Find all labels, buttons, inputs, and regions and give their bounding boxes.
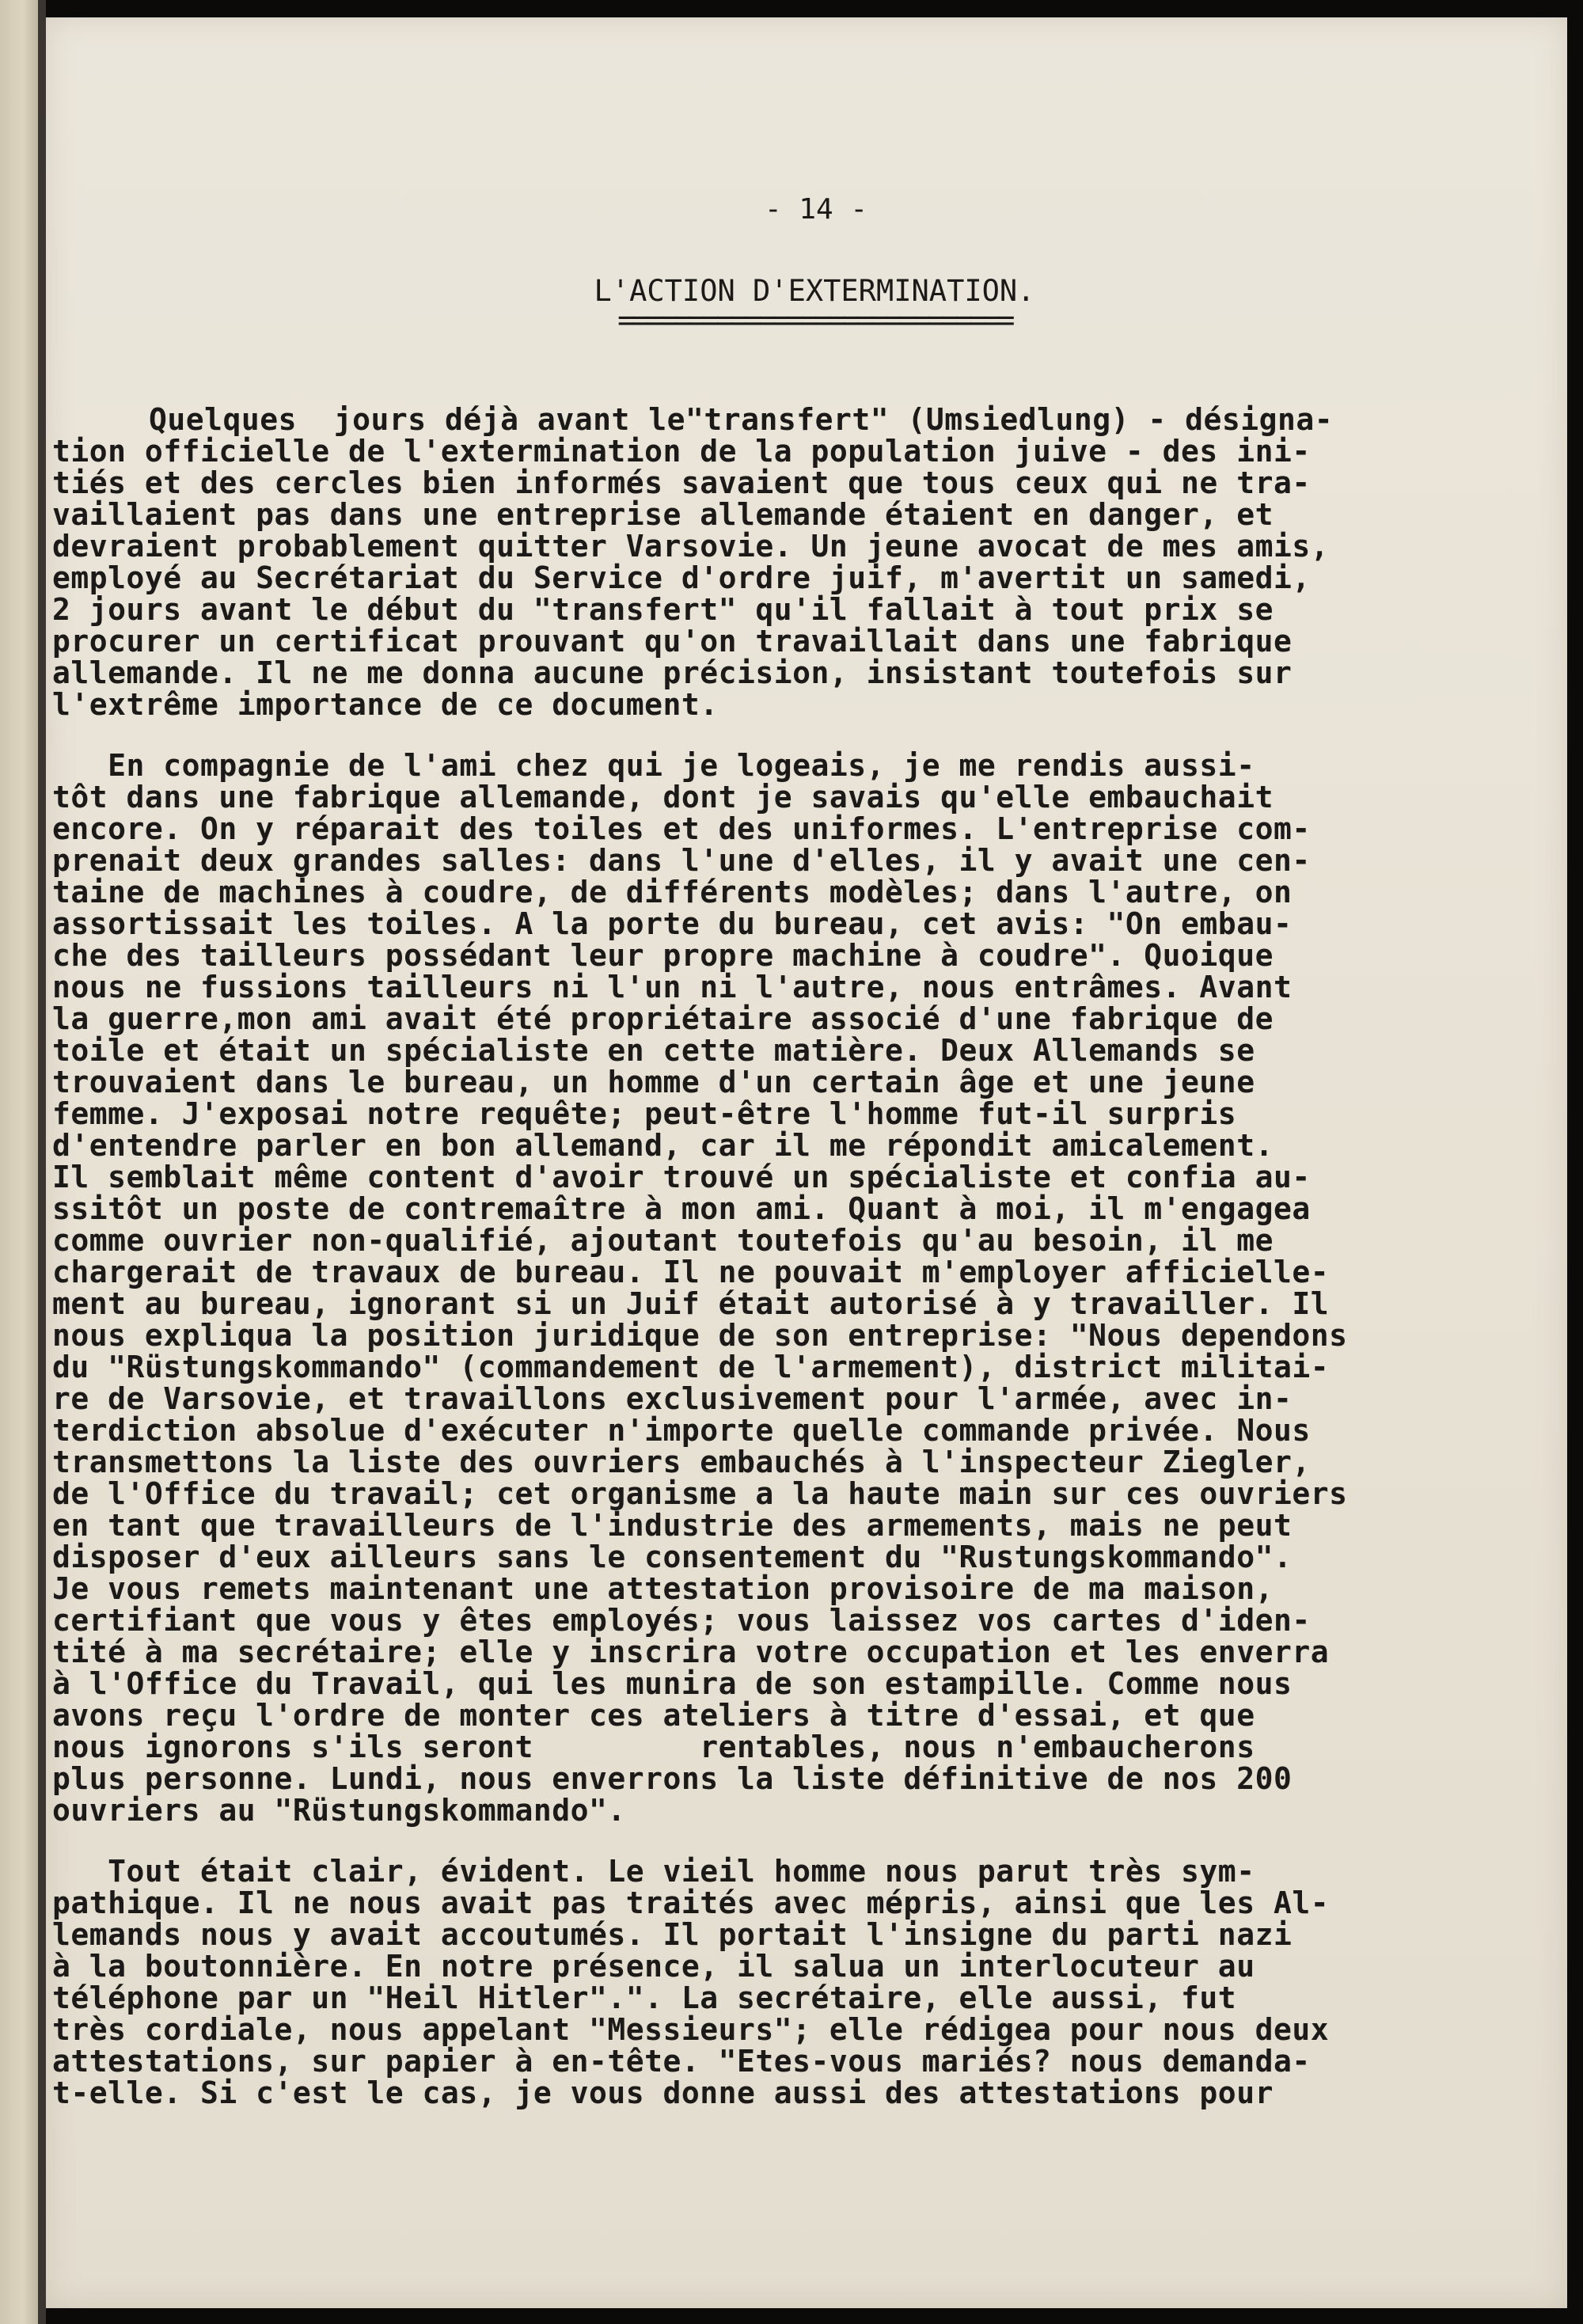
text-line: chargerait de travaux de bureau. Il ne pouvait m'employer afficielle- xyxy=(52,1255,1330,1289)
text-line: l'extrême importance de ce document. xyxy=(52,687,719,722)
text-line: certifiant que vous y êtes employés; vous laissez vos cartes d'iden- xyxy=(52,1603,1311,1638)
text-line: téléphone par un "Heil Hitler".". La secrétaire, elle aussi, fut xyxy=(52,1980,1237,2015)
document-page xyxy=(46,17,1567,2308)
text-line: tité à ma secrétaire; elle y inscrira votre occupation et les enverra xyxy=(52,1635,1330,1669)
text-line: attestations, sur papier à en-tête. "Etes-vous mariés? nous demanda- xyxy=(52,2044,1311,2079)
text-line: Il semblait même content d'avoir trouvé un spécialiste et confia au- xyxy=(52,1160,1311,1194)
binding-gutter xyxy=(38,0,46,2324)
text-line: employé au Secrétariat du Service d'ordre juif, m'avertit un samedi, xyxy=(52,560,1311,595)
text-line: ment au bureau, ignorant si un Juif était autorisé à y travailler. Il xyxy=(52,1286,1330,1321)
text-line: à la boutonnière. En notre présence, il salua un interlocuteur au xyxy=(52,1949,1255,1984)
text-line: avons reçu l'ordre de monter ces ateliers à titre d'essai, et que xyxy=(52,1698,1255,1733)
text-line: ssitôt un poste de contremaître à mon ami. Quant à moi, il m'engagea xyxy=(52,1191,1311,1226)
text-line: pathique. Il ne nous avait pas traités avec mépris, ainsi que les Al- xyxy=(52,1885,1330,1920)
text-line: Tout était clair, évident. Le vieil homme nous parut très sym- xyxy=(52,1854,1255,1889)
text-line: Quelques jours déjà avant le"transfert" (Umsiedlung) - désigna- xyxy=(149,402,1334,437)
text-line: vaillaient pas dans une entreprise allemande étaient en danger, et xyxy=(52,497,1274,532)
text-line: en tant que travailleurs de l'industrie des armements, mais ne peut xyxy=(52,1508,1293,1543)
text-line: Je vous remets maintenant une attestation provisoire de ma maison, xyxy=(52,1571,1274,1606)
page-number: - 14 - xyxy=(764,193,868,226)
text-line: disposer d'eux ailleurs sans le consentement du "Rustungskommando". xyxy=(52,1540,1293,1574)
text-line: plus personne. Lundi, nous enverrons la liste définitive de nos 200 xyxy=(52,1761,1293,1796)
text-line: comme ouvrier non-qualifié, ajoutant toutefois qu'au besoin, il me xyxy=(52,1223,1274,1258)
text-line: ouvriers au "Rüstungskommando". xyxy=(52,1793,626,1828)
text-line: prenait deux grandes salles: dans l'une d'elles, il y avait une cen- xyxy=(52,843,1311,878)
text-line: à l'Office du Travail, qui les munira de son estampille. Comme nous xyxy=(52,1666,1293,1701)
text-line: encore. On y réparait des toiles et des uniformes. L'entreprise com- xyxy=(52,811,1311,846)
text-line: allemande. Il ne me donna aucune précision, insistant toutefois sur xyxy=(52,655,1293,690)
text-line: 2 jours avant le début du "transfert" qu'il fallait à tout prix se xyxy=(52,592,1274,627)
text-line: nous ne fussions tailleurs ni l'un ni l'autre, nous entrâmes. Avant xyxy=(52,970,1293,1004)
text-line: trouvaient dans le bureau, un homme d'un certain âge et une jeune xyxy=(52,1065,1255,1099)
text-line: la guerre,mon ami avait été propriétaire associé d'une fabrique de xyxy=(52,1001,1274,1036)
text-line: re de Varsovie, et travaillons exclusivement pour l'armée, avec in- xyxy=(52,1381,1293,1416)
text-line: transmettons la liste des ouvriers embauchés à l'inspecteur Ziegler, xyxy=(52,1445,1311,1479)
text-line: assortissait les toiles. A la porte du bureau, cet avis: "On embau- xyxy=(52,906,1293,941)
text-line: d'entendre parler en bon allemand, car il me répondit amicalement. xyxy=(52,1128,1274,1163)
title-underline: ============================ xyxy=(617,303,1012,337)
text-line: tôt dans une fabrique allemande, dont je savais qu'elle embauchait xyxy=(52,780,1274,815)
text-line: t-elle. Si c'est le cas, je vous donne aussi des attestations pour xyxy=(52,2075,1274,2110)
text-line: de l'Office du travail; cet organisme a la haute main sur ces ouvriers xyxy=(52,1476,1348,1511)
text-line: toile et était un spécialiste en cette matière. Deux Allemands se xyxy=(52,1033,1255,1068)
text-line: femme. J'exposai notre requête; peut-être l'homme fut-il surpris xyxy=(52,1096,1237,1131)
text-line: terdiction absolue d'exécuter n'importe quelle commande privée. Nous xyxy=(52,1413,1311,1448)
text-line: taine de machines à coudre, de différents modèles; dans l'autre, on xyxy=(52,875,1293,909)
text-line: nous ignorons s'ils seront rentables, nous n'embaucherons xyxy=(52,1730,1255,1764)
text-line: lemands nous y avait accoutumés. Il portait l'insigne du parti nazi xyxy=(52,1917,1293,1952)
text-line: procurer un certificat prouvant qu'on travaillait dans une fabrique xyxy=(52,624,1293,659)
text-line: tiés et des cercles bien informés savaient que tous ceux qui ne tra- xyxy=(52,465,1311,500)
text-line: che des tailleurs possédant leur propre machine à coudre". Quoique xyxy=(52,938,1274,973)
text-line: En compagnie de l'ami chez qui je logeais, je me rendis aussi- xyxy=(52,748,1255,783)
text-line: devraient probablement quitter Varsovie. Un jeune avocat de mes amis, xyxy=(52,529,1330,564)
previous-page-edge xyxy=(0,0,38,2324)
page-content xyxy=(46,17,1567,2308)
text-line: du "Rüstungskommando" (commandement de l'armement), district militai- xyxy=(52,1350,1330,1384)
text-line: très cordiale, nous appelant "Messieurs"; elle rédigea pour nous deux xyxy=(52,2012,1330,2047)
text-line: nous expliqua la position juridique de son entreprise: "Nous dependons xyxy=(52,1318,1348,1353)
text-line: tion officielle de l'extermination de la population juive - des ini- xyxy=(52,434,1311,469)
chapter-title: L'ACTION D'EXTERMINATION. xyxy=(594,274,1035,308)
